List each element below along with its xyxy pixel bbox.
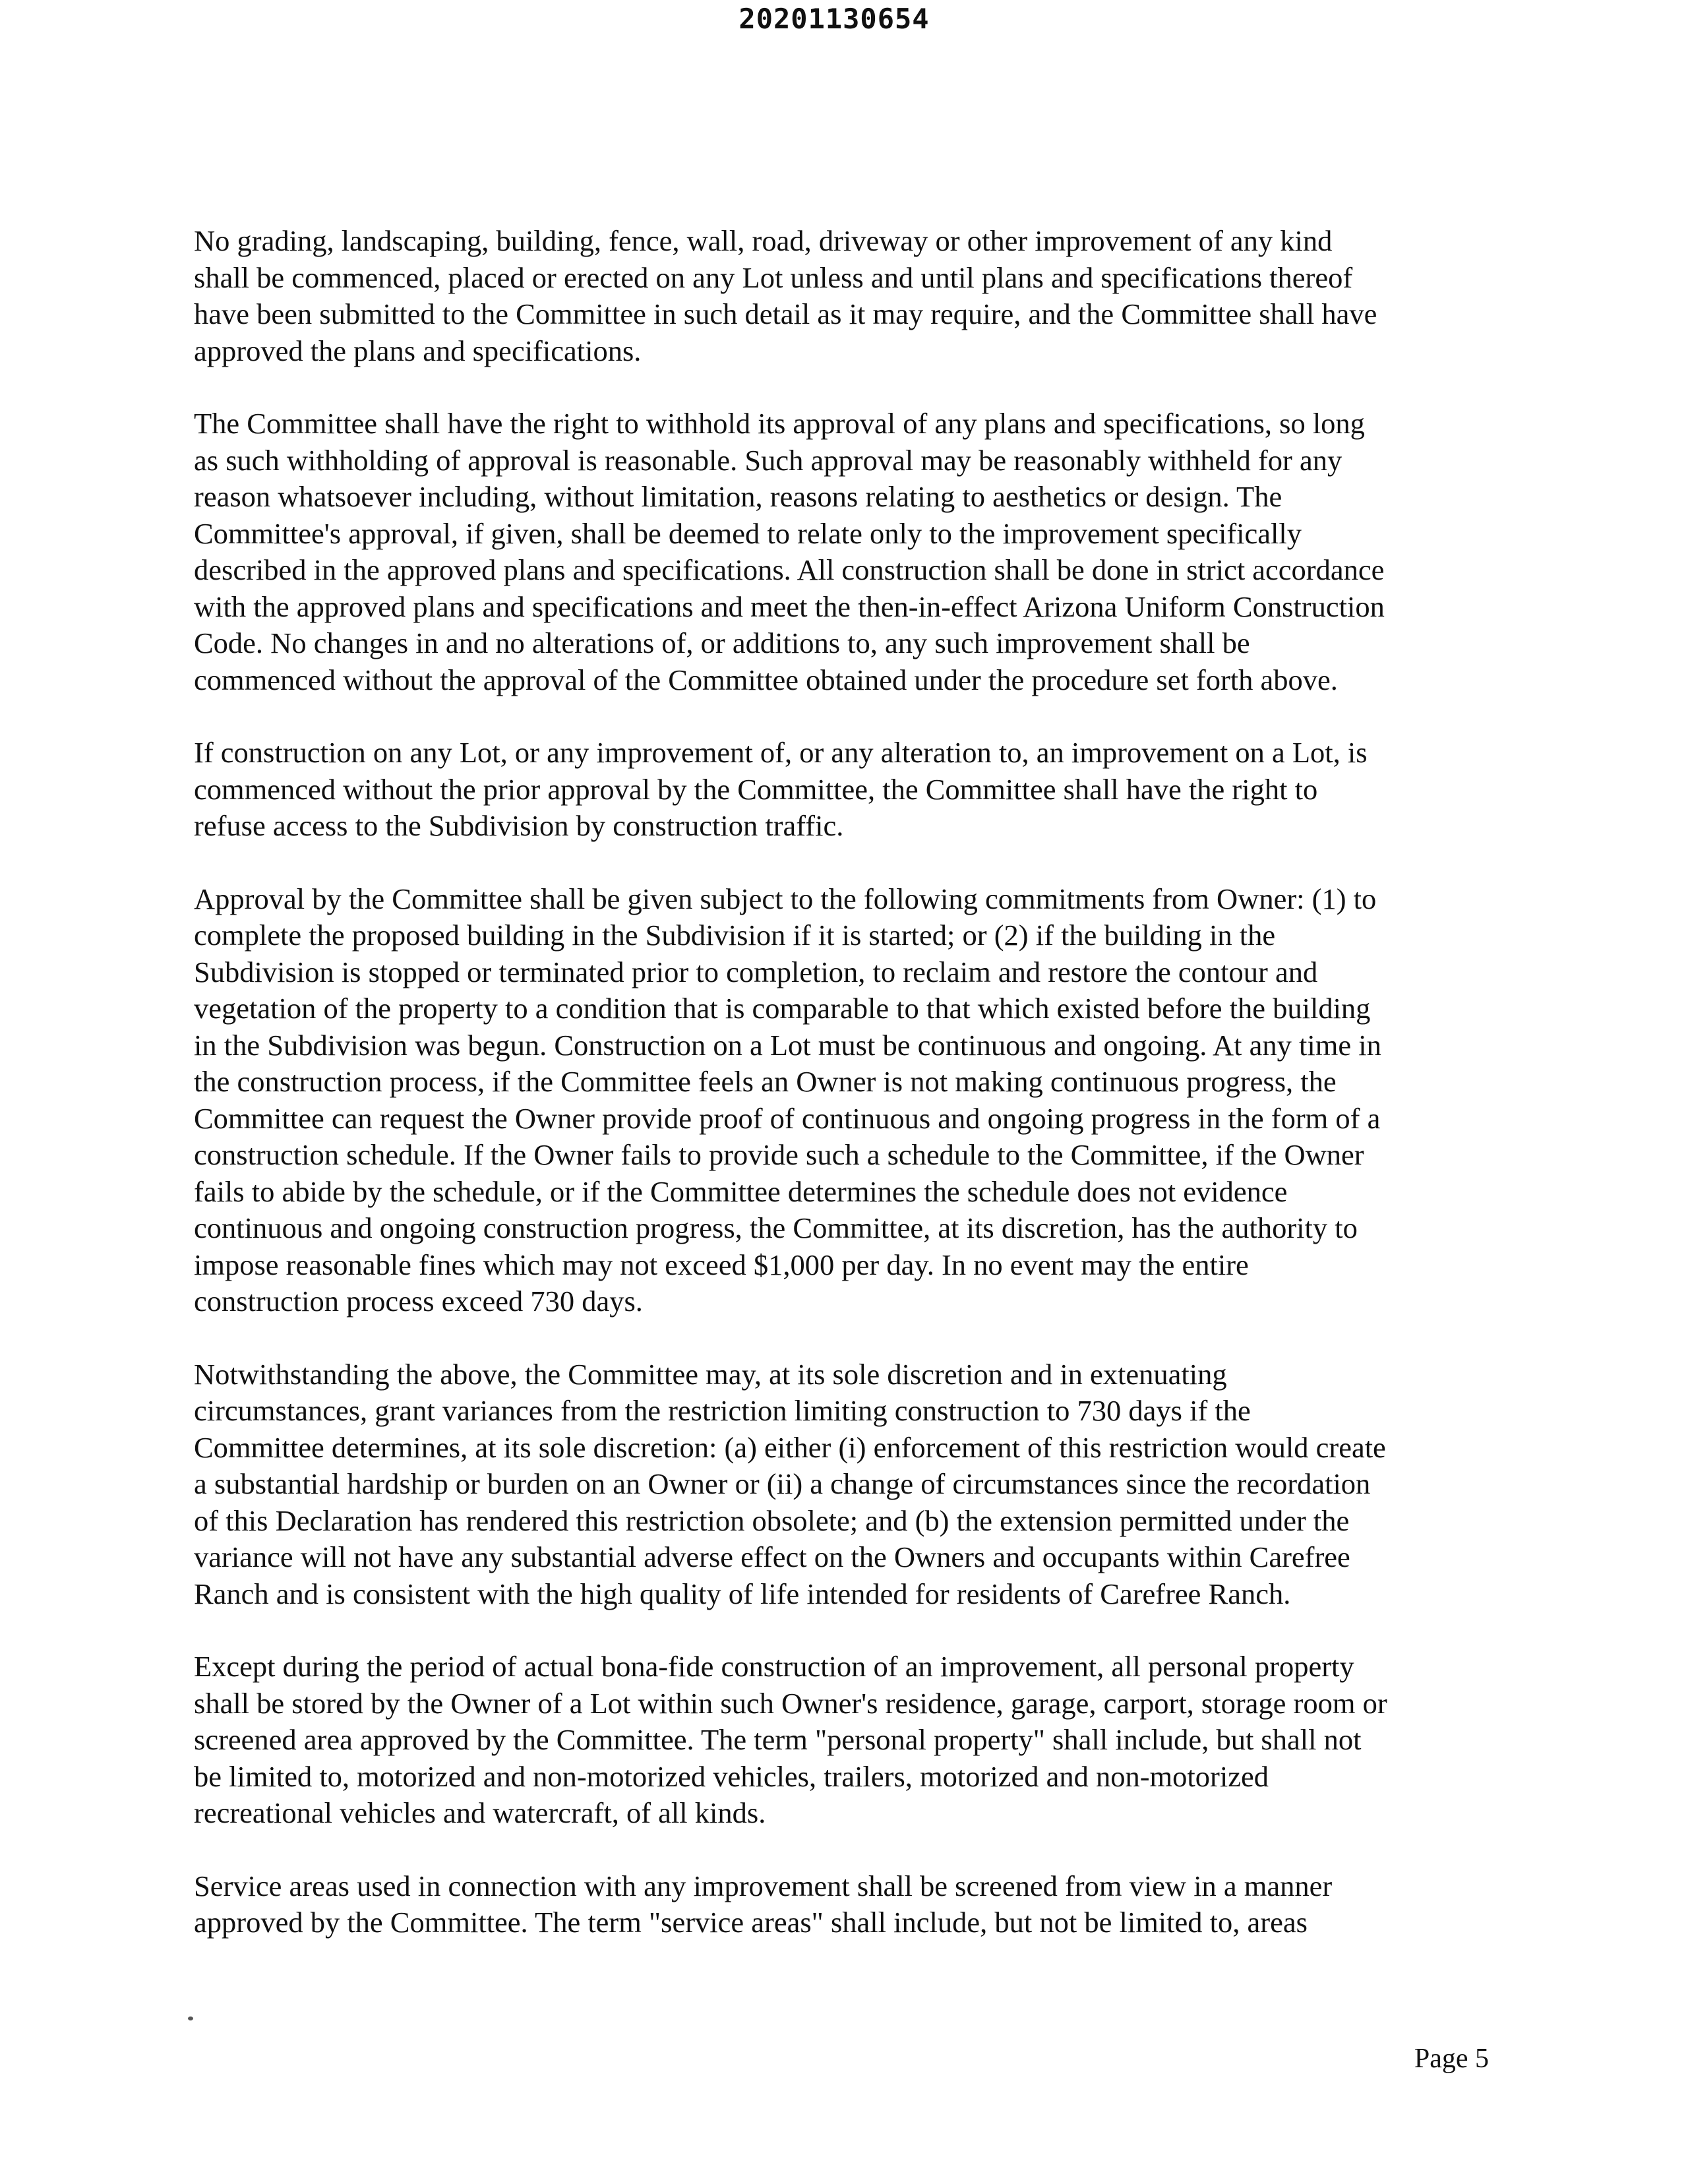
text-line: Committee's approval, if given, shall be deemed to relate only to the improvement specifically [194,516,1302,550]
text-line: Code. No changes in and no alterations of, or additions to, any such improvement shall be [194,626,1250,659]
text-line: construction process exceed 730 days. [194,1285,643,1318]
text-line: of this Declaration has rendered this restriction obsolete; and (b) the extension permitted under the [194,1503,1350,1537]
text-line: screened area approved by the Committee. The term "personal property" shall include, but shall not [194,1723,1362,1756]
text-line: Ranch and is consistent with the high quality of life intended for residents of Carefree Ranch. [194,1577,1291,1610]
text-line: fails to abide by the schedule, or if the Committee determines the schedule does not evidence [194,1174,1288,1208]
text-line: circumstances, grant variances from the restriction limiting construction to 730 days if the [194,1394,1251,1427]
text-line: be limited to, motorized and non-motorized vehicles, trailers, motorized and non-motorized [194,1759,1269,1793]
text-line: Notwithstanding the above, the Committee may, at its sole discretion and in extenuating [194,1357,1227,1391]
text-line: refuse access to the Subdivision by construction traffic. [194,809,844,842]
scan-speck [188,2017,193,2020]
text-line: vegetation of the property to a condition that is comparable to that which existed before the building [194,992,1371,1025]
document-number: 20201130654 [738,3,930,35]
text-line: with the approved plans and specifications and meet the then-in-effect Arizona Uniform Construction [194,590,1385,623]
text-line: impose reasonable fines which may not exceed $1,000 per day. In no event may the entire [194,1248,1249,1281]
text-line: reason whatsoever including, without limitation, reasons relating to aesthetics or design. The [194,480,1282,513]
text-line: No grading, landscaping, building, fence, wall, road, driveway or other improvement of any kind [194,224,1333,257]
page-number: Page 5 [1414,2044,1489,2074]
text-line: Committee can request the Owner provide proof of continuous and ongoing progress in the form of a [194,1101,1381,1135]
text-line: complete the proposed building in the Subdivision if it is started; or (2) if the building in the [194,919,1276,952]
paragraph-service-areas [194,1868,1513,1941]
paragraph-owner-commitments [194,881,1513,1320]
text-line: the construction process, if the Committee feels an Owner is not making continuous progress, the [194,1065,1337,1098]
text-line: The Committee shall have the right to withhold its approval of any plans and specifications, so long [194,407,1365,440]
text-line: construction schedule. If the Owner fails to provide such a schedule to the Committee, if the Owner [194,1138,1364,1171]
paragraph-improvement-approval [194,223,1513,369]
text-line: commenced without the prior approval by the Committee, the Committee shall have the right to [194,772,1318,806]
paragraph-construction-traffic [194,735,1513,845]
paragraph-withhold-approval [194,406,1513,698]
text-line: a substantial hardship or burden on an Owner or (ii) a change of circumstances since the recordation [194,1467,1371,1500]
text-line: recreational vehicles and watercraft, of all kinds. [194,1796,766,1829]
text-line: Committee determines, at its sole discretion: (a) either (i) enforcement of this restriction would create [194,1430,1386,1464]
text-line: in the Subdivision was begun. Construction on a Lot must be continuous and ongoing. At any time in [194,1028,1381,1062]
text-line: shall be stored by the Owner of a Lot within such Owner's residence, garage, carport, storage room or [194,1686,1387,1720]
text-line: continuous and ongoing construction progress, the Committee, at its discretion, has the authority to [194,1211,1358,1244]
text-line: Approval by the Committee shall be given subject to the following commitments from Owner: (1) to [194,882,1377,915]
text-line: approved the plans and specifications. [194,334,642,367]
paragraph-personal-property [194,1649,1513,1832]
text-line: shall be commenced, placed or erected on any Lot unless and until plans and specifications thereof [194,260,1353,294]
text-line: approved by the Committee. The term "service areas" shall include, but not be limited to, areas [194,1906,1308,1939]
text-line: variance will not have any substantial adverse effect on the Owners and occupants within Carefree [194,1540,1350,1573]
document-body [194,223,1513,1978]
text-line: described in the approved plans and specifications. All construction shall be done in strict accordance [194,553,1385,586]
text-line: Except during the period of actual bona-fide construction of an improvement, all personal property [194,1650,1354,1683]
text-line: If construction on any Lot, or any improvement of, or any alteration to, an improvement on a Lot, is [194,736,1368,769]
text-line: commenced without the approval of the Committee obtained under the procedure set forth above. [194,663,1338,696]
text-line: Subdivision is stopped or terminated prior to completion, to reclaim and restore the contour and [194,955,1318,988]
text-line: have been submitted to the Committee in such detail as it may require, and the Committee shall have [194,297,1377,330]
text-line: as such withholding of approval is reasonable. Such approval may be reasonably withheld for any [194,443,1342,477]
paragraph-variances [194,1356,1513,1613]
text-line: Service areas used in connection with any improvement shall be screened from view in a manner [194,1869,1333,1902]
